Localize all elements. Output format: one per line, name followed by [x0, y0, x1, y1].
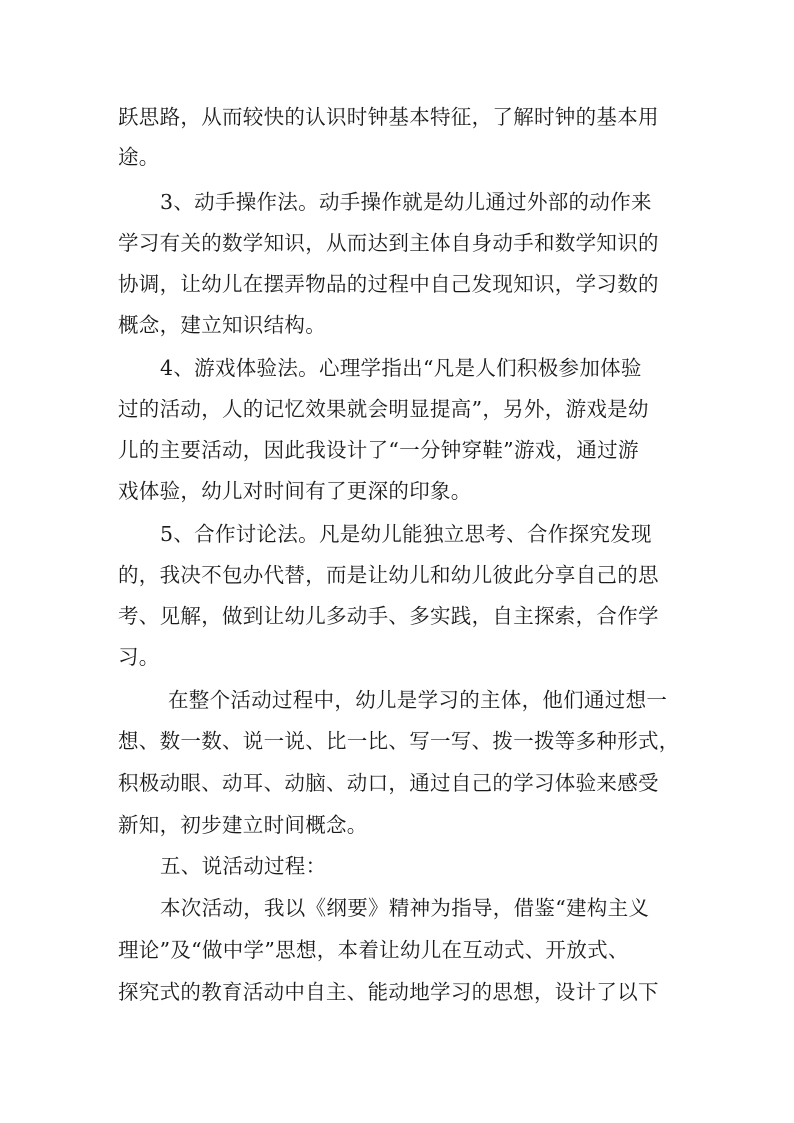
text-line: 的，我决不包办代替，而是让幼儿和幼儿彼此分享自己的思 — [118, 563, 659, 587]
text-line: 在整个活动过程中，幼儿是学习的主体，他们通过想一 — [168, 688, 668, 712]
text-line: 跃思路，从而较快的认识时钟基本特征，了解时钟的基本用 — [118, 105, 659, 129]
text-line: 戏体验，幼儿对时间有了更深的印象。 — [118, 479, 472, 503]
text-line: 新知，初步建立时间概念。 — [118, 813, 368, 837]
text-line: 学习有关的数学知识，从而达到主体自身动手和数学知识的 — [118, 231, 659, 255]
text-line: 概念，建立知识结构。 — [118, 313, 326, 337]
text-line: 探究式的教育活动中自主、能动地学习的思想，设计了以下 — [118, 980, 659, 1004]
text-line: 3、动手操作法。动手操作就是幼儿通过外部的动作来 — [160, 190, 652, 214]
text-line: 途。 — [118, 145, 160, 169]
text-line: 4、游戏体验法。心理学指出“凡是人们积极参加体验 — [160, 356, 642, 380]
text-line: 考、见解，做到让幼儿多动手、多实践，自主探索，合作学 — [118, 604, 659, 628]
section-heading: 五、说活动过程： — [160, 854, 327, 878]
text-line: 积极动眼、动耳、动脑、动口，通过自己的学习体验来感受 — [118, 771, 659, 795]
text-line: 过的活动，人的记忆效果就会明显提高”，另外，游戏是幼 — [118, 397, 649, 421]
text-line: 儿的主要活动，因此我设计了“一分钟穿鞋”游戏，通过游 — [118, 438, 639, 462]
text-line: 协调，让幼儿在摆弄物品的过程中自己发现知识，学习数的 — [118, 272, 659, 296]
text-line: 想、数一数、说一说、比一比、写一写、拨一拨等多种形式， — [118, 729, 680, 753]
text-line: 习。 — [118, 645, 160, 669]
text-line: 5、合作讨论法。凡是幼儿能独立思考、合作探究发现 — [160, 522, 652, 546]
text-line: 理论”及“做中学”思想，本着让幼儿在互动式、开放式、 — [118, 938, 629, 962]
text-line: 本次活动，我以《纲要》精神为指导，借鉴“建构主义 — [160, 896, 650, 920]
